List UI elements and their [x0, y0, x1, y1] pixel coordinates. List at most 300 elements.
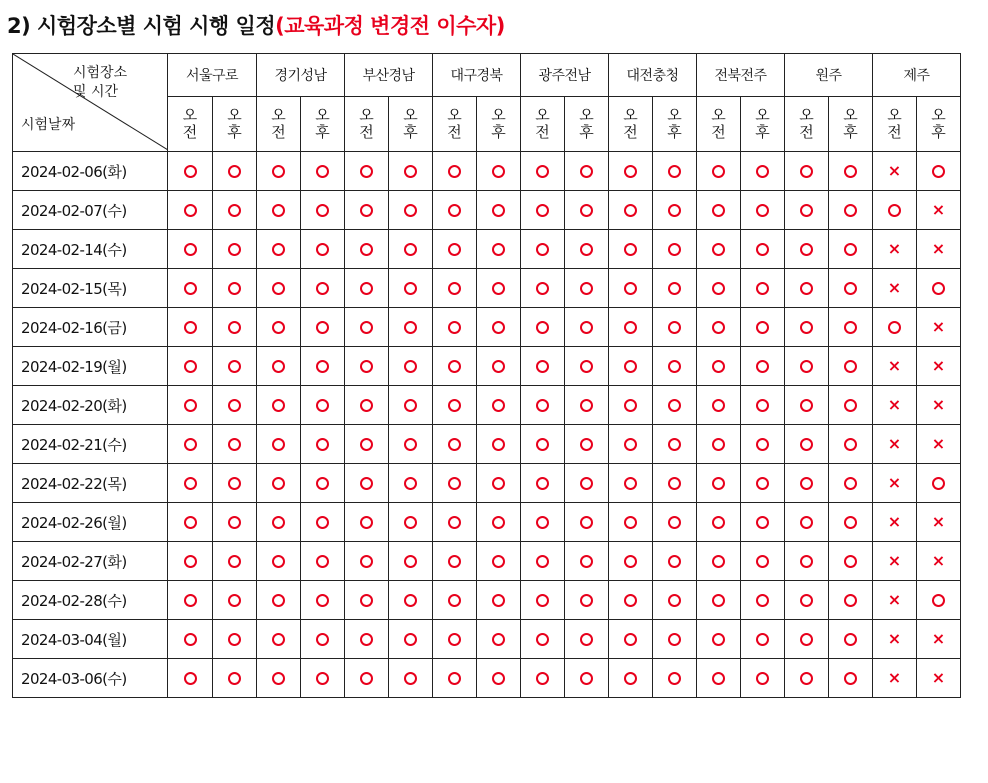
circle-mark-icon — [228, 477, 241, 490]
mark-cell — [609, 659, 653, 698]
mark-cell — [697, 308, 741, 347]
circle-mark-icon — [492, 243, 505, 256]
circle-mark-icon — [580, 477, 593, 490]
mark-cell — [873, 620, 917, 659]
circle-mark-icon — [580, 672, 593, 685]
circle-mark-icon — [316, 360, 329, 373]
pm-header-char: 후 — [403, 123, 418, 141]
mark-cell — [829, 269, 873, 308]
location-header: 전북전주 — [697, 54, 785, 97]
circle-mark-icon — [888, 321, 901, 334]
mark-cell — [168, 152, 213, 191]
date-cell: 2024-03-04(월) — [13, 620, 168, 659]
corner-label-time: 및 시간 — [73, 84, 119, 100]
circle-mark-icon — [228, 204, 241, 217]
circle-mark-icon — [756, 477, 769, 490]
circle-mark-icon — [360, 477, 373, 490]
circle-mark-icon — [360, 633, 373, 646]
mark-cell — [213, 542, 257, 581]
circle-mark-icon — [844, 360, 857, 373]
mark-cell — [213, 620, 257, 659]
circle-mark-icon — [492, 360, 505, 373]
circle-mark-icon — [624, 672, 637, 685]
mark-cell — [741, 269, 785, 308]
circle-mark-icon — [756, 555, 769, 568]
pm-header-char: 후 — [579, 123, 594, 141]
mark-cell — [257, 464, 301, 503]
circle-mark-icon — [404, 555, 417, 568]
circle-mark-icon — [756, 516, 769, 529]
mark-cell — [653, 152, 697, 191]
mark-cell — [477, 659, 521, 698]
mark-cell — [697, 347, 741, 386]
mark-cell — [917, 191, 961, 230]
mark-cell — [829, 308, 873, 347]
circle-mark-icon — [228, 672, 241, 685]
mark-cell — [521, 581, 565, 620]
mark-cell — [697, 581, 741, 620]
circle-mark-icon — [184, 516, 197, 529]
mark-cell — [697, 191, 741, 230]
mark-cell — [829, 659, 873, 698]
circle-mark-icon — [712, 672, 725, 685]
circle-mark-icon — [668, 360, 681, 373]
mark-cell — [168, 191, 213, 230]
circle-mark-icon — [624, 555, 637, 568]
circle-mark-icon — [756, 321, 769, 334]
location-header: 대전충청 — [609, 54, 697, 97]
circle-mark-icon — [404, 282, 417, 295]
circle-mark-icon — [272, 282, 285, 295]
mark-cell — [389, 503, 433, 542]
circle-mark-icon — [844, 633, 857, 646]
mark-cell — [653, 347, 697, 386]
am-header-char: 전 — [711, 123, 726, 141]
circle-mark-icon — [316, 165, 329, 178]
pm-header-char: 후 — [315, 123, 330, 141]
mark-cell — [389, 620, 433, 659]
mark-cell — [213, 191, 257, 230]
circle-mark-icon — [492, 204, 505, 217]
circle-mark-icon — [492, 672, 505, 685]
mark-cell — [257, 503, 301, 542]
circle-mark-icon — [228, 399, 241, 412]
circle-mark-icon — [448, 204, 461, 217]
am-header-char: 전 — [799, 123, 814, 141]
mark-cell — [565, 269, 609, 308]
mark-cell — [301, 191, 345, 230]
table-row — [13, 191, 961, 230]
circle-mark-icon — [272, 438, 285, 451]
circle-mark-icon — [492, 594, 505, 607]
circle-mark-icon — [492, 633, 505, 646]
mark-cell — [609, 464, 653, 503]
mark-cell — [565, 425, 609, 464]
circle-mark-icon — [360, 321, 373, 334]
mark-cell — [697, 269, 741, 308]
mark-cell — [829, 347, 873, 386]
circle-mark-icon — [228, 633, 241, 646]
date-cell: 2024-02-21(수) — [13, 425, 168, 464]
mark-cell — [609, 152, 653, 191]
am-header — [168, 97, 213, 152]
circle-mark-icon — [448, 672, 461, 685]
exam-schedule-table — [12, 53, 961, 698]
circle-mark-icon — [624, 594, 637, 607]
pm-header — [301, 97, 345, 152]
mark-cell — [257, 230, 301, 269]
circle-mark-icon — [800, 477, 813, 490]
mark-cell — [433, 542, 477, 581]
mark-cell — [257, 191, 301, 230]
circle-mark-icon — [668, 477, 681, 490]
pm-header-char: 오 — [667, 106, 682, 124]
circle-mark-icon — [756, 243, 769, 256]
circle-mark-icon — [932, 477, 945, 490]
mark-cell — [477, 581, 521, 620]
am-header-char: 오 — [447, 106, 462, 124]
am-header-char: 전 — [887, 123, 902, 141]
circle-mark-icon — [668, 321, 681, 334]
pm-header-char: 오 — [843, 106, 858, 124]
mark-cell — [565, 230, 609, 269]
location-header: 원주 — [785, 54, 873, 97]
table-row — [13, 464, 961, 503]
circle-mark-icon — [800, 516, 813, 529]
pm-header-char: 후 — [843, 123, 858, 141]
circle-mark-icon — [756, 594, 769, 607]
mark-cell — [565, 464, 609, 503]
circle-mark-icon — [580, 438, 593, 451]
circle-mark-icon — [404, 243, 417, 256]
mark-cell — [609, 269, 653, 308]
table-row — [13, 308, 961, 347]
date-cell: 2024-02-22(목) — [13, 464, 168, 503]
title-highlight: (교육과정 변경전 이수자) — [275, 14, 505, 38]
circle-mark-icon — [580, 633, 593, 646]
am-header-char: 전 — [447, 123, 462, 141]
circle-mark-icon — [844, 477, 857, 490]
mark-cell — [213, 152, 257, 191]
mark-cell — [653, 620, 697, 659]
circle-mark-icon — [668, 672, 681, 685]
mark-cell — [521, 152, 565, 191]
mark-cell — [433, 620, 477, 659]
mark-cell — [653, 464, 697, 503]
mark-cell — [301, 542, 345, 581]
pm-header — [741, 97, 785, 152]
circle-mark-icon — [360, 204, 373, 217]
mark-cell — [168, 464, 213, 503]
circle-mark-icon — [624, 516, 637, 529]
mark-cell — [389, 152, 433, 191]
circle-mark-icon — [800, 243, 813, 256]
circle-mark-icon — [228, 594, 241, 607]
circle-mark-icon — [844, 594, 857, 607]
circle-mark-icon — [272, 633, 285, 646]
circle-mark-icon — [448, 633, 461, 646]
mark-cell — [609, 620, 653, 659]
circle-mark-icon — [756, 672, 769, 685]
circle-mark-icon — [492, 438, 505, 451]
mark-cell — [785, 659, 829, 698]
mark-cell — [433, 425, 477, 464]
pm-header-char: 후 — [931, 123, 946, 141]
circle-mark-icon — [756, 360, 769, 373]
circle-mark-icon — [712, 594, 725, 607]
mark-cell — [433, 308, 477, 347]
circle-mark-icon — [404, 360, 417, 373]
mark-cell — [653, 386, 697, 425]
mark-cell — [741, 230, 785, 269]
am-header — [609, 97, 653, 152]
pm-header — [917, 97, 961, 152]
circle-mark-icon — [536, 204, 549, 217]
mark-cell — [609, 191, 653, 230]
circle-mark-icon — [316, 477, 329, 490]
circle-mark-icon — [844, 555, 857, 568]
circle-mark-icon — [360, 672, 373, 685]
circle-mark-icon — [492, 516, 505, 529]
circle-mark-icon — [184, 594, 197, 607]
circle-mark-icon — [712, 360, 725, 373]
schedule-body — [13, 152, 961, 698]
mark-cell — [609, 230, 653, 269]
mark-cell — [433, 464, 477, 503]
mark-cell — [565, 620, 609, 659]
mark-cell — [389, 464, 433, 503]
circle-mark-icon — [404, 165, 417, 178]
circle-mark-icon — [712, 243, 725, 256]
circle-mark-icon — [404, 399, 417, 412]
circle-mark-icon — [800, 204, 813, 217]
mark-cell — [873, 659, 917, 698]
cross-mark-icon: × — [887, 355, 902, 375]
circle-mark-icon — [448, 321, 461, 334]
cross-mark-icon: × — [887, 628, 902, 648]
page-title — [7, 10, 505, 40]
date-cell: 2024-02-16(금) — [13, 308, 168, 347]
cross-mark-icon: × — [931, 355, 946, 375]
mark-cell — [345, 659, 389, 698]
mark-cell — [389, 191, 433, 230]
circle-mark-icon — [404, 594, 417, 607]
mark-cell — [257, 347, 301, 386]
mark-cell — [477, 347, 521, 386]
mark-cell — [257, 425, 301, 464]
mark-cell — [565, 347, 609, 386]
mark-cell — [873, 191, 917, 230]
circle-mark-icon — [184, 477, 197, 490]
mark-cell — [389, 230, 433, 269]
circle-mark-icon — [668, 594, 681, 607]
mark-cell — [433, 230, 477, 269]
location-header: 경기성남 — [257, 54, 345, 97]
am-header — [433, 97, 477, 152]
cross-mark-icon: × — [887, 433, 902, 453]
circle-mark-icon — [536, 477, 549, 490]
circle-mark-icon — [580, 282, 593, 295]
mark-cell — [477, 464, 521, 503]
mark-cell — [829, 503, 873, 542]
table-row — [13, 659, 961, 698]
pm-header-char: 후 — [667, 123, 682, 141]
mark-cell — [477, 152, 521, 191]
cross-mark-icon: × — [887, 511, 902, 531]
circle-mark-icon — [668, 516, 681, 529]
mark-cell — [741, 386, 785, 425]
mark-cell — [741, 542, 785, 581]
mark-cell — [785, 386, 829, 425]
mark-cell — [917, 386, 961, 425]
mark-cell — [345, 269, 389, 308]
circle-mark-icon — [272, 516, 285, 529]
mark-cell — [213, 230, 257, 269]
pm-header — [477, 97, 521, 152]
mark-cell — [917, 230, 961, 269]
cross-mark-icon: × — [887, 472, 902, 492]
pm-header-char: 오 — [315, 106, 330, 124]
mark-cell — [741, 425, 785, 464]
mark-cell — [433, 386, 477, 425]
am-header — [697, 97, 741, 152]
cross-mark-icon: × — [931, 550, 946, 570]
mark-cell — [873, 269, 917, 308]
mark-cell — [168, 503, 213, 542]
circle-mark-icon — [624, 438, 637, 451]
mark-cell — [829, 152, 873, 191]
circle-mark-icon — [580, 360, 593, 373]
circle-mark-icon — [360, 243, 373, 256]
mark-cell — [917, 620, 961, 659]
circle-mark-icon — [932, 165, 945, 178]
mark-cell — [301, 230, 345, 269]
mark-cell — [301, 464, 345, 503]
pm-header-char: 오 — [755, 106, 770, 124]
mark-cell — [653, 425, 697, 464]
mark-cell — [653, 503, 697, 542]
mark-cell — [521, 269, 565, 308]
mark-cell — [213, 269, 257, 308]
circle-mark-icon — [712, 399, 725, 412]
corner-label-date: 시험날짜 — [21, 117, 76, 133]
mark-cell — [917, 503, 961, 542]
circle-mark-icon — [316, 321, 329, 334]
circle-mark-icon — [712, 165, 725, 178]
circle-mark-icon — [536, 438, 549, 451]
cross-mark-icon: × — [887, 160, 902, 180]
mark-cell — [168, 347, 213, 386]
circle-mark-icon — [184, 360, 197, 373]
am-header-char: 오 — [535, 106, 550, 124]
mark-cell — [168, 386, 213, 425]
mark-cell — [785, 347, 829, 386]
mark-cell — [917, 542, 961, 581]
circle-mark-icon — [844, 516, 857, 529]
circle-mark-icon — [272, 321, 285, 334]
mark-cell — [829, 230, 873, 269]
mark-cell — [565, 152, 609, 191]
pm-header-char: 후 — [491, 123, 506, 141]
circle-mark-icon — [184, 243, 197, 256]
mark-cell — [213, 347, 257, 386]
mark-cell — [345, 581, 389, 620]
cross-mark-icon: × — [931, 628, 946, 648]
circle-mark-icon — [668, 204, 681, 217]
mark-cell — [565, 308, 609, 347]
circle-mark-icon — [844, 243, 857, 256]
mark-cell — [565, 659, 609, 698]
table-row — [13, 230, 961, 269]
circle-mark-icon — [844, 282, 857, 295]
date-cell: 2024-02-20(화) — [13, 386, 168, 425]
pm-header — [213, 97, 257, 152]
mark-cell — [785, 581, 829, 620]
pm-header-char: 후 — [227, 123, 242, 141]
mark-cell — [785, 308, 829, 347]
mark-cell — [168, 425, 213, 464]
am-header-char: 오 — [359, 106, 374, 124]
circle-mark-icon — [800, 633, 813, 646]
mark-cell — [697, 503, 741, 542]
circle-mark-icon — [844, 321, 857, 334]
mark-cell — [609, 308, 653, 347]
am-header-char: 오 — [182, 106, 198, 124]
circle-mark-icon — [316, 672, 329, 685]
circle-mark-icon — [800, 360, 813, 373]
circle-mark-icon — [316, 633, 329, 646]
circle-mark-icon — [404, 477, 417, 490]
mark-cell — [653, 230, 697, 269]
mark-cell — [697, 425, 741, 464]
location-header: 서울구로 — [168, 54, 257, 97]
circle-mark-icon — [536, 165, 549, 178]
circle-mark-icon — [492, 477, 505, 490]
circle-mark-icon — [228, 165, 241, 178]
circle-mark-icon — [448, 360, 461, 373]
circle-mark-icon — [272, 672, 285, 685]
circle-mark-icon — [800, 438, 813, 451]
am-header-char: 오 — [799, 106, 814, 124]
date-cell: 2024-02-27(화) — [13, 542, 168, 581]
am-header-char: 전 — [623, 123, 638, 141]
mark-cell — [873, 464, 917, 503]
circle-mark-icon — [580, 204, 593, 217]
mark-cell — [213, 503, 257, 542]
mark-cell — [257, 269, 301, 308]
circle-mark-icon — [536, 282, 549, 295]
mark-cell — [609, 425, 653, 464]
mark-cell — [521, 425, 565, 464]
circle-mark-icon — [624, 633, 637, 646]
circle-mark-icon — [448, 516, 461, 529]
pm-header-char: 오 — [931, 106, 946, 124]
am-header-char: 전 — [359, 123, 374, 141]
mark-cell — [697, 464, 741, 503]
mark-cell — [168, 659, 213, 698]
location-header: 부산경남 — [345, 54, 433, 97]
am-header — [345, 97, 389, 152]
circle-mark-icon — [360, 282, 373, 295]
circle-mark-icon — [492, 282, 505, 295]
circle-mark-icon — [536, 633, 549, 646]
mark-cell — [565, 191, 609, 230]
mark-cell — [653, 659, 697, 698]
mark-cell — [389, 425, 433, 464]
mark-cell — [213, 464, 257, 503]
am-header-char: 오 — [887, 106, 902, 124]
mark-cell — [389, 347, 433, 386]
